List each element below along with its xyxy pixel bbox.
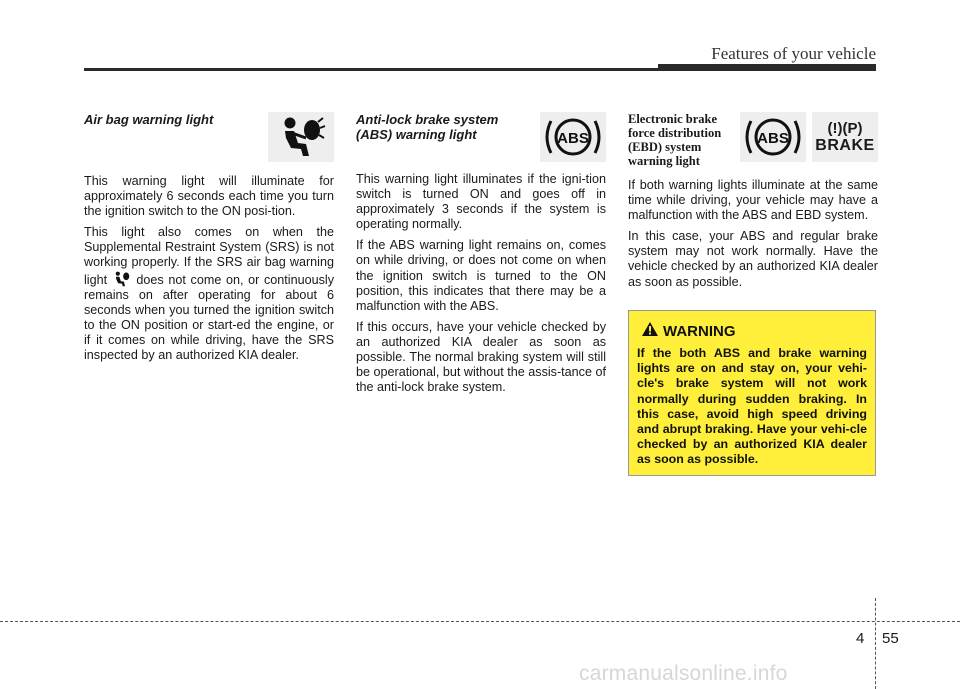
ebd-heading-line1: Electronic brake: [628, 112, 717, 126]
warning-title: WARNING: [663, 323, 736, 340]
abs-heading-line2: (ABS) warning light: [356, 127, 477, 142]
abs-icon: [540, 112, 606, 162]
ebd-heading-line3: (EBD) system: [628, 140, 702, 154]
abs-paragraph-2: If the ABS warning light remains on, comes on while driving, or does not come on when the ignition switch is turned to the ON position, this indicates that there may be a malfunction with the ABS.: [356, 238, 606, 313]
airbag-inline-icon: [112, 271, 132, 287]
ebd-heading-line4: warning light: [628, 154, 700, 168]
warning-box: [628, 310, 876, 476]
brake-icon: [812, 112, 878, 162]
page-section-number: 4: [856, 630, 865, 647]
airbag-heading: Air bag warning light: [84, 112, 214, 127]
abs-heading-line1: Anti-lock brake system: [356, 112, 499, 127]
brake-icon-text: BRAKE: [815, 136, 875, 154]
airbag-icon: [268, 112, 334, 162]
airbag-paragraph-3-text: does not come on, or continuously remains on after operating for about 6 seconds when you turned the ignition switch to the ON position or start-ed the engine, or if it comes on while driving, have the SRS inspected by an authorized KIA dealer.: [84, 272, 335, 363]
abs-icon-text: ABS: [557, 130, 589, 147]
abs-paragraph-1: This warning light illuminates if the igni-tion switch is turned ON and goes off in approximately 3 seconds if the system is operating normally.: [356, 172, 606, 232]
airbag-paragraph-2-text: This light also comes on when the Supplemental Restraint System (SRS) is not working properly. If the SRS air bag warning light: [84, 225, 334, 287]
page-number: 55: [882, 630, 899, 647]
abs-paragraph-3: If this occurs, have your vehicle checked by an authorized KIA dealer as soon as possible. The normal braking system will still be operational, but without the assis-tance of the anti-lock brake system.: [356, 319, 606, 395]
ebd-paragraph-1: If both warning lights illuminate at the same time while driving, your vehicle may have a malfunction with the ABS and EBD system.: [628, 178, 878, 223]
airbag-section: [84, 112, 334, 369]
warning-header: [637, 321, 867, 342]
airbag-paragraph-2: [84, 225, 334, 363]
page-header-title: Features of your vehicle: [711, 44, 876, 63]
ebd-section: [628, 112, 878, 296]
warning-triangle-icon: [641, 321, 659, 342]
header-rule-tab: [658, 64, 876, 71]
footer-rule: [0, 621, 960, 622]
ebd-heading-line2: force distribution: [628, 126, 722, 140]
warning-text: If the both ABS and brake warning lights are on and stay on, your vehi-cle's brake system will not work normally during sudden braking. In this case, avoid high speed driving and abrupt braking. Have your vehi-cle checked by an authorized KIA dealer as soon as possible.: [637, 346, 867, 467]
airbag-paragraph-1: This warning light will illuminate for approximately 6 seconds each time you turn the ignition switch to the ON posi-tion.: [84, 174, 334, 219]
ebd-abs-icon: [740, 112, 806, 162]
site-watermark: carmanualsonline.info: [579, 662, 788, 685]
ebd-heading: [628, 112, 736, 168]
abs-heading: [356, 112, 516, 160]
brake-icon-symbols: (!)(P): [827, 119, 863, 137]
ebd-paragraph-2: In this case, your ABS and regular brake system may not work normally. Have the vehicle checked by an authorized KIA dealer as soon as possible.: [628, 229, 878, 289]
ebd-abs-icon-text: ABS: [757, 130, 789, 147]
footer-vertical-rule: [875, 598, 876, 689]
abs-section: [356, 112, 606, 401]
